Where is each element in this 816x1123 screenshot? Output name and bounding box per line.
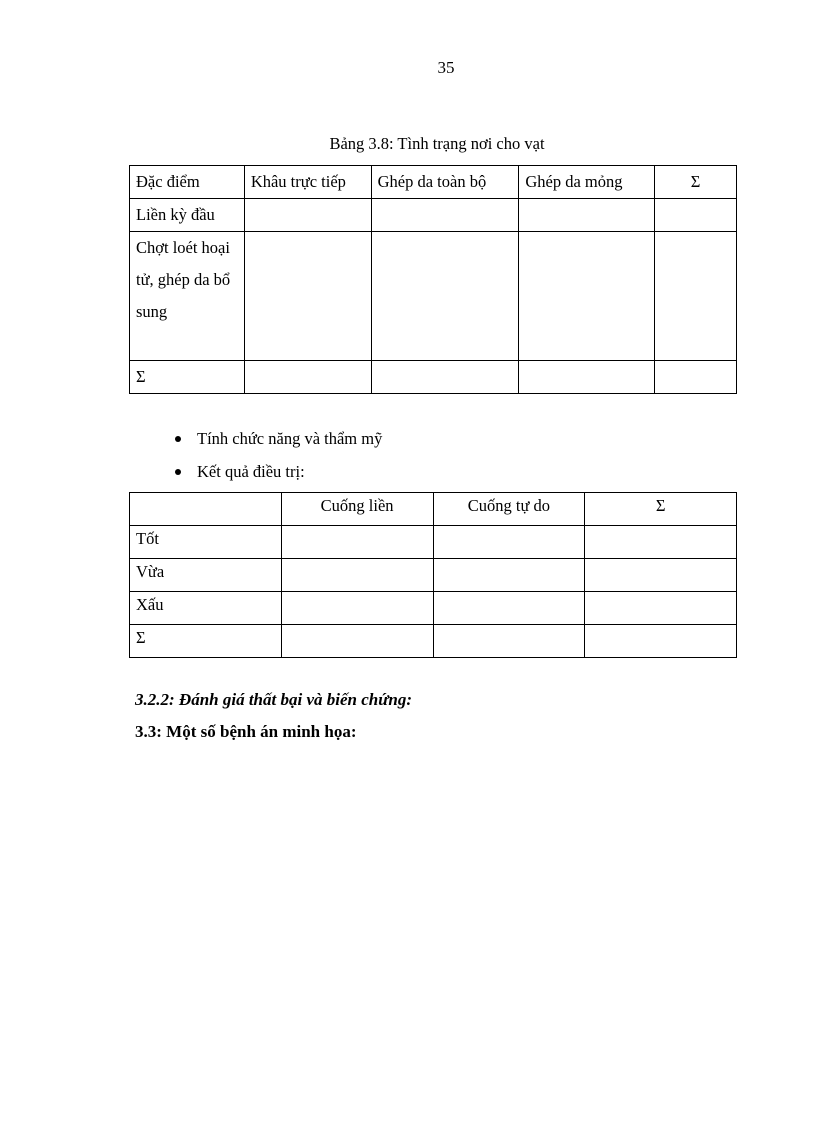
- table-cell: [371, 232, 519, 361]
- page-number: 35: [437, 58, 455, 77]
- table-cell: [281, 592, 433, 625]
- row-label: Liền kỳ đầu: [130, 199, 245, 232]
- table-cell: [519, 361, 655, 394]
- donor-site-table: [129, 165, 737, 394]
- header-cell-sum: Σ: [655, 166, 737, 199]
- bullet-list: [175, 425, 382, 491]
- table-row: [130, 526, 737, 559]
- table-cell: [281, 559, 433, 592]
- table-cell: [244, 232, 371, 361]
- row-label: Σ: [130, 361, 245, 394]
- table-cell: [519, 232, 655, 361]
- header-cell: [130, 493, 282, 526]
- table-cell: [433, 625, 585, 658]
- row-label: Tốt: [130, 526, 282, 559]
- header-cell: Cuống tự do: [433, 493, 585, 526]
- header-cell-sum: Σ: [585, 493, 737, 526]
- row-label: Xấu: [130, 592, 282, 625]
- row-label: Σ: [130, 625, 282, 658]
- treatment-results-table: [129, 492, 737, 658]
- table-row: [130, 199, 737, 232]
- table-row: [130, 592, 737, 625]
- table-cell: [655, 361, 737, 394]
- table-cell: [371, 199, 519, 232]
- table-row: [130, 232, 737, 361]
- table-caption: Bảng 3.8: Tình trạng nơi cho vạt: [329, 134, 545, 153]
- table-row: [130, 559, 737, 592]
- header-cell: Ghép da mỏng: [519, 166, 655, 199]
- section-heading-3-2-2: 3.2.2: Đánh giá thất bại và biến chứng:: [135, 690, 413, 709]
- table-cell: [433, 559, 585, 592]
- table-row: [130, 361, 737, 394]
- table-cell: [244, 361, 371, 394]
- table-cell: [585, 559, 737, 592]
- bullet-icon: [175, 469, 181, 475]
- table-header-row: [130, 166, 737, 199]
- table-row: [130, 625, 737, 658]
- table-cell: [585, 625, 737, 658]
- table-cell: [433, 526, 585, 559]
- table-cell: [433, 592, 585, 625]
- table-header-row: [130, 493, 737, 526]
- table-cell: [585, 592, 737, 625]
- row-label: Vừa: [130, 559, 282, 592]
- list-item: [175, 425, 382, 458]
- table-cell: [244, 199, 371, 232]
- table-cell: [585, 526, 737, 559]
- table-cell: [281, 625, 433, 658]
- header-cell: Cuống liền: [281, 493, 433, 526]
- header-cell: Khâu trực tiếp: [244, 166, 371, 199]
- list-item-text: Kết quả điều trị:: [197, 462, 305, 481]
- table-cell: [371, 361, 519, 394]
- section-heading-3-3: 3.3: Một số bệnh án minh họa:: [135, 722, 357, 741]
- list-item-text: Tính chức năng và thẩm mỹ: [197, 429, 383, 448]
- table-cell: [655, 232, 737, 361]
- table-cell: [519, 199, 655, 232]
- table-cell: [655, 199, 737, 232]
- row-label: Chợt loét hoại tử, ghép da bổ sung: [130, 232, 245, 361]
- bullet-icon: [175, 436, 181, 442]
- header-cell: Ghép da toàn bộ: [371, 166, 519, 199]
- list-item: [175, 458, 382, 491]
- header-cell: Đặc điểm: [130, 166, 245, 199]
- table-cell: [281, 526, 433, 559]
